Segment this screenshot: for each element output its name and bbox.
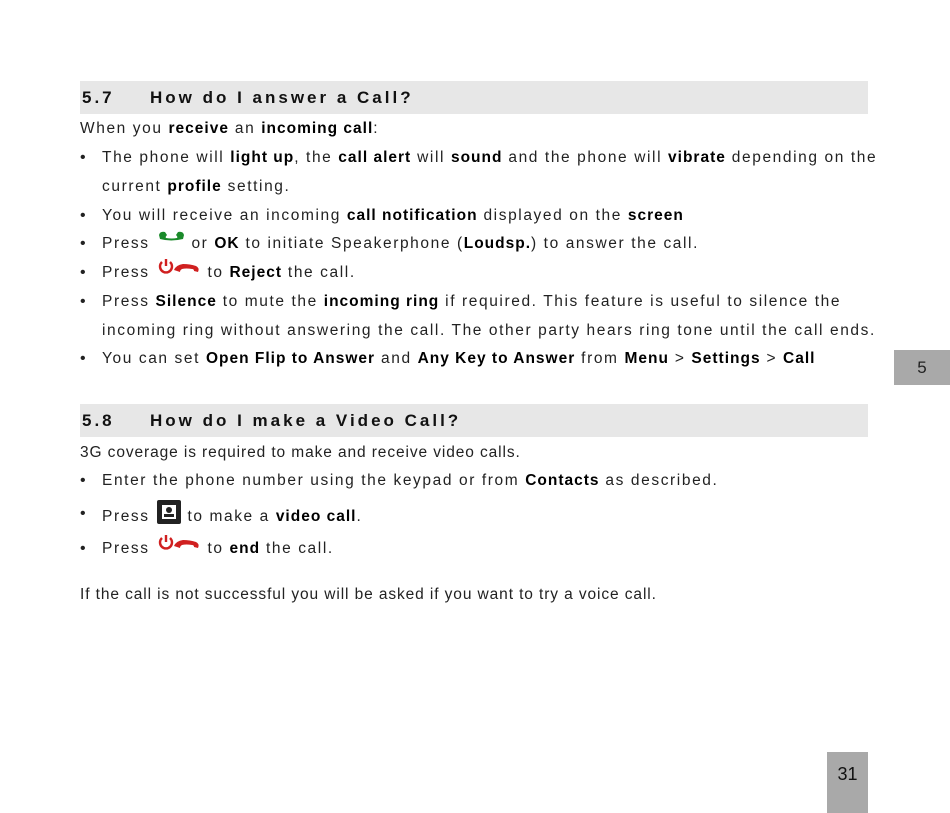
section-title: How do I answer a Call? — [150, 87, 414, 107]
bullet-dot: • — [80, 293, 88, 310]
bullet-5-7-1: • The phone will light up, the call alert will sound and the phone will vibrate depending on the current profile setting. — [80, 143, 892, 201]
bullet-5-7-2: • You will receive an incoming call notification displayed on the screen — [80, 201, 892, 230]
section-number: 5.7 — [82, 87, 115, 107]
bullet-5-7-6: • You can set Open Flip to Answer and Any Key to Answer from Menu > Settings > Call — [80, 344, 892, 373]
bullet-5-7-5: • Press Silence to mute the incoming ring if required. This feature is useful to silence the incoming ring without answering the call. The other party hears ring tone until the call ends. — [80, 287, 892, 345]
page-number: 31 — [827, 752, 868, 813]
green-phone-icon — [156, 229, 186, 259]
bullet-5-7-3: • Press or OK to initiate Speakerphone (Loudsp.) to answer the call. — [80, 229, 892, 259]
bullet-dot: • — [80, 235, 88, 252]
outro-5-8: If the call is not successful you will be asked if you want to try a voice call. — [80, 586, 657, 603]
red-end-call-icon — [156, 534, 202, 564]
bullet-5-8-3: • Press to end the call. — [80, 534, 892, 564]
bullet-dot: • — [80, 207, 88, 224]
bullet-dot: • — [80, 505, 88, 522]
bullet-dot: • — [80, 264, 88, 281]
video-call-icon — [156, 499, 182, 535]
bullet-dot: • — [80, 472, 88, 489]
section-number: 5.8 — [82, 410, 115, 430]
intro-5-8: 3G coverage is required to make and receive video calls. — [80, 444, 521, 461]
section-title: How do I make a Video Call? — [150, 410, 462, 430]
bullet-5-8-2: • Press to make a video call. — [80, 499, 892, 535]
bullet-dot: • — [80, 540, 88, 557]
intro-5-7: When you receive an incoming call: — [80, 120, 380, 137]
bullet-5-8-1: • Enter the phone number using the keypad or from Contacts as described. — [80, 466, 892, 495]
bullet-dot: • — [80, 149, 88, 166]
section-heading-5-8 — [80, 404, 868, 437]
bullet-dot: • — [80, 350, 88, 367]
section-heading-5-7 — [80, 81, 868, 114]
bullet-5-7-4: • Press to Reject the call. — [80, 258, 892, 288]
chapter-tab: 5 — [894, 350, 950, 385]
red-end-call-icon — [156, 258, 202, 288]
